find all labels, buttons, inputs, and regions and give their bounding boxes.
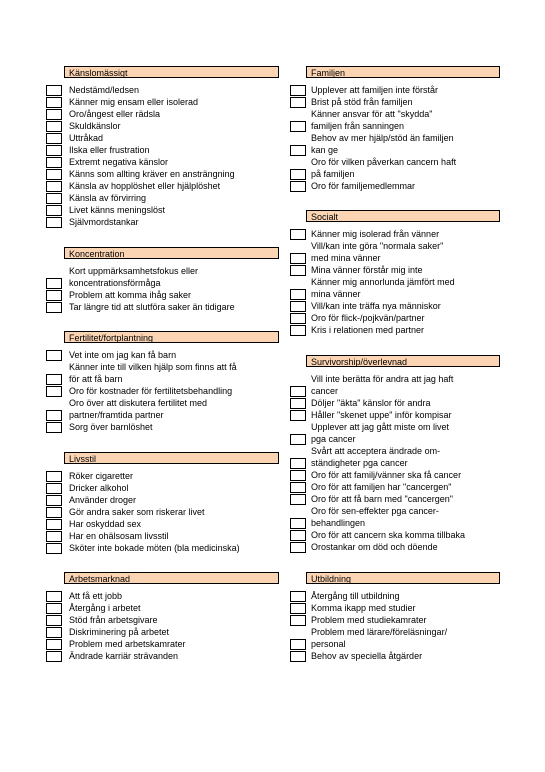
checkbox[interactable]: [290, 265, 306, 276]
checklist-item-label: koncentrationsförmåga: [69, 278, 161, 288]
checkbox[interactable]: [290, 313, 306, 324]
checkbox[interactable]: [46, 169, 62, 180]
checklist-item-label: Känner ansvar för att "skydda": [311, 109, 433, 119]
checklist-item-label: partner/framtida partner: [69, 410, 164, 420]
checkbox[interactable]: [290, 494, 306, 505]
checklist-item-label: Oro/ångest eller rädsla: [69, 109, 161, 119]
checklist-item-label: Diskriminering på arbetet: [69, 627, 170, 637]
checklist-item-label: Upplever att familjen inte förstår: [311, 85, 439, 95]
checkbox[interactable]: [290, 470, 306, 481]
checkbox[interactable]: [46, 603, 62, 614]
checklist-item-label: Vet inte om jag kan få barn: [69, 350, 177, 360]
checklist-item-label: Känner inte till vilken hjälp som finns att få: [69, 362, 237, 372]
checklist-item-label: Vill inte berätta för andra att jag haft: [311, 374, 454, 384]
checkbox[interactable]: [46, 471, 62, 482]
checkbox[interactable]: [46, 543, 62, 554]
checkbox[interactable]: [46, 350, 62, 361]
checklist-item-label: Har oskyddad sex: [69, 519, 142, 529]
checkbox[interactable]: [290, 482, 306, 493]
checkbox[interactable]: [46, 410, 62, 421]
checklist-item-label: Behov av speciella åtgärder: [311, 651, 423, 661]
checkbox[interactable]: [46, 302, 62, 313]
checklist-item-label: Oro för att cancern ska komma tillbaka: [311, 530, 466, 540]
checklist-item-label: Känner mig isolerad från vänner: [311, 229, 440, 239]
checklist-item-label: Självmordstankar: [69, 217, 139, 227]
checklist-item-label: ständigheter pga cancer: [311, 458, 408, 468]
checklist-item-label: Dricker alkohol: [69, 483, 129, 493]
checklist-item-label: Att få ett jobb: [69, 591, 123, 601]
checkbox[interactable]: [46, 133, 62, 144]
checklist-item-label: Kort uppmärksamhetsfokus eller: [69, 266, 199, 276]
checklist-item-label: Behov av mer hjälp/stöd än familjen: [311, 133, 454, 143]
checklist-item-label: Gör andra saker som riskerar livet: [69, 507, 205, 517]
checkbox[interactable]: [46, 181, 62, 192]
checklist-item-label: Uttråkad: [69, 133, 104, 143]
checkbox[interactable]: [46, 205, 62, 216]
checklist-item-label: Brist på stöd från familjen: [311, 97, 413, 107]
checklist-item-label: familjen från sanningen: [311, 121, 405, 131]
checkbox[interactable]: [290, 325, 306, 336]
checklist-item-label: Oro för familjemedlemmar: [311, 181, 416, 191]
checklist-item-label: Oro för att familj/vänner ska få cancer: [311, 470, 462, 480]
checkbox[interactable]: [46, 531, 62, 542]
checklist-item-label: Ilska eller frustration: [69, 145, 150, 155]
checklist-item-label: Livet känns meningslöst: [69, 205, 166, 215]
checklist-item-label: Röker cigaretter: [69, 471, 134, 481]
checkbox[interactable]: [290, 398, 306, 409]
checklist-item-label: Oro för flick-/pojkvän/partner: [311, 313, 425, 323]
checklist-item-label: Vill/kan inte göra "normala saker": [311, 241, 444, 251]
checkbox[interactable]: [290, 591, 306, 602]
checkbox[interactable]: [290, 410, 306, 421]
checkbox[interactable]: [290, 301, 306, 312]
checkbox[interactable]: [290, 651, 306, 662]
checklist-item-label: Vill/kan inte träffa nya människor: [311, 301, 441, 311]
checkbox[interactable]: [46, 615, 62, 626]
checklist-item-label: mina vänner: [311, 289, 361, 299]
checkbox[interactable]: [290, 229, 306, 240]
checklist-item-label: på familjen: [311, 169, 355, 179]
checklist-item-label: personal: [311, 639, 346, 649]
checklist-item-label: Problem att komma ihåg saker: [69, 290, 192, 300]
checkbox[interactable]: [290, 639, 306, 650]
checklist-item-label: Döljer "äkta" känslor för andra: [311, 398, 431, 408]
checklist-item-label: Återgång i arbetet: [69, 603, 141, 613]
checkbox[interactable]: [46, 85, 62, 96]
checkbox[interactable]: [46, 639, 62, 650]
checkbox[interactable]: [290, 603, 306, 614]
checkbox[interactable]: [46, 145, 62, 156]
section-header: Känslomässigt: [64, 66, 279, 78]
checklist-item-label: Svårt att acceptera ändrade om-: [311, 446, 441, 456]
checkbox[interactable]: [46, 193, 62, 204]
checklist-item-label: Kris i relationen med partner: [311, 325, 425, 335]
checkbox[interactable]: [290, 458, 306, 469]
checkbox[interactable]: [290, 289, 306, 300]
checklist-item-label: Oro för sen-effekter pga cancer-: [311, 506, 439, 516]
checklist-item-label: Känsla av hopplöshet eller hjälplöshet: [69, 181, 221, 191]
checklist-item-label: Har en ohälsosam livsstil: [69, 531, 169, 541]
checklist-item-label: Oro för kostnader för fertilitetsbehandling: [69, 386, 233, 396]
checkbox[interactable]: [46, 97, 62, 108]
checklist-item-label: Ändrade karriär strävanden: [69, 651, 179, 661]
checklist-item-label: Extremt negativa känslor: [69, 157, 169, 167]
checklist-item-label: Känner mig ensam eller isolerad: [69, 97, 199, 107]
checkbox[interactable]: [290, 85, 306, 96]
checklist-item-label: Orostankar om död och döende: [311, 542, 438, 552]
checkbox[interactable]: [46, 157, 62, 168]
checkbox[interactable]: [46, 627, 62, 638]
checkbox[interactable]: [290, 181, 306, 192]
checklist-item-label: Återgång till utbildning: [311, 591, 400, 601]
checkbox[interactable]: [46, 519, 62, 530]
checkbox[interactable]: [290, 518, 306, 529]
checklist-item-label: Känns som allting kräver en ansträngning: [69, 169, 235, 179]
checkbox[interactable]: [46, 422, 62, 433]
checklist-item-label: för att få barn: [69, 374, 123, 384]
checklist-item-label: pga cancer: [311, 434, 356, 444]
checklist-item-label: Använder droger: [69, 495, 137, 505]
checkbox[interactable]: [46, 278, 62, 289]
checklist-item-label: Skuldkänslor: [69, 121, 121, 131]
checklist-item-label: Oro för vilken påverkan cancern haft: [311, 157, 457, 167]
checkbox[interactable]: [290, 530, 306, 541]
section-header: Utbildning: [306, 572, 500, 584]
checkbox[interactable]: [290, 253, 306, 264]
checkbox[interactable]: [290, 386, 306, 397]
checklist-item-label: med mina vänner: [311, 253, 381, 263]
checklist-item-label: Tar längre tid att slutföra saker än tidigare: [69, 302, 235, 312]
checkbox[interactable]: [290, 169, 306, 180]
checkbox[interactable]: [290, 145, 306, 156]
checkbox[interactable]: [46, 290, 62, 301]
checkbox[interactable]: [290, 121, 306, 132]
checkbox[interactable]: [290, 97, 306, 108]
section-header: Arbetsmarknad: [64, 572, 279, 584]
section-header: Koncentration: [64, 247, 279, 259]
checklist-item-label: Mina vänner förstår mig inte: [311, 265, 423, 275]
checklist-item-label: Upplever att jag gått miste om livet: [311, 422, 450, 432]
checkbox[interactable]: [46, 217, 62, 228]
checklist-item-label: cancer: [311, 386, 339, 396]
checklist-item-label: Håller "skenet uppe" inför kompisar: [311, 410, 452, 420]
checkbox[interactable]: [46, 507, 62, 518]
checklist-item-label: Problem med lärare/föreläsningar/: [311, 627, 448, 637]
section-header: Livsstil: [64, 452, 279, 464]
checkbox[interactable]: [46, 109, 62, 120]
checklist-item-label: Oro för att familjen har "cancergen": [311, 482, 452, 492]
checkbox[interactable]: [290, 615, 306, 626]
checklist-item-label: Stöd från arbetsgivare: [69, 615, 158, 625]
section-header: Familjen: [306, 66, 500, 78]
checklist-item-label: Känsla av förvirring: [69, 193, 147, 203]
checkbox[interactable]: [46, 374, 62, 385]
checklist-item-label: Oro för att få barn med "cancergen": [311, 494, 453, 504]
checkbox[interactable]: [46, 121, 62, 132]
checkbox[interactable]: [46, 386, 62, 397]
checkbox[interactable]: [290, 542, 306, 553]
checkbox[interactable]: [290, 434, 306, 445]
checklist-item-label: Problem med arbetskamrater: [69, 639, 186, 649]
checklist-item-label: Sorg över barnlöshet: [69, 422, 153, 432]
section-header: Survivorship/överlevnad: [306, 355, 500, 367]
checkbox[interactable]: [46, 591, 62, 602]
section-header: Fertilitet/fortplantning: [64, 331, 279, 343]
section-header: Socialt: [306, 210, 500, 222]
checklist-item-label: behandlingen: [311, 518, 366, 528]
checkbox[interactable]: [46, 495, 62, 506]
checklist-item-label: Komma ikapp med studier: [311, 603, 416, 613]
checklist-item-label: Sköter inte bokade möten (bla medicinska): [69, 543, 240, 553]
checklist-item-label: Känner mig annorlunda jämfört med: [311, 277, 455, 287]
checklist-item-label: Nedstämd/ledsen: [69, 85, 140, 95]
checklist-item-label: Problem med studiekamrater: [311, 615, 427, 625]
checklist-item-label: Oro över att diskutera fertilitet med: [69, 398, 208, 408]
checkbox[interactable]: [46, 483, 62, 494]
checklist-item-label: kan ge: [311, 145, 339, 155]
checkbox[interactable]: [46, 651, 62, 662]
